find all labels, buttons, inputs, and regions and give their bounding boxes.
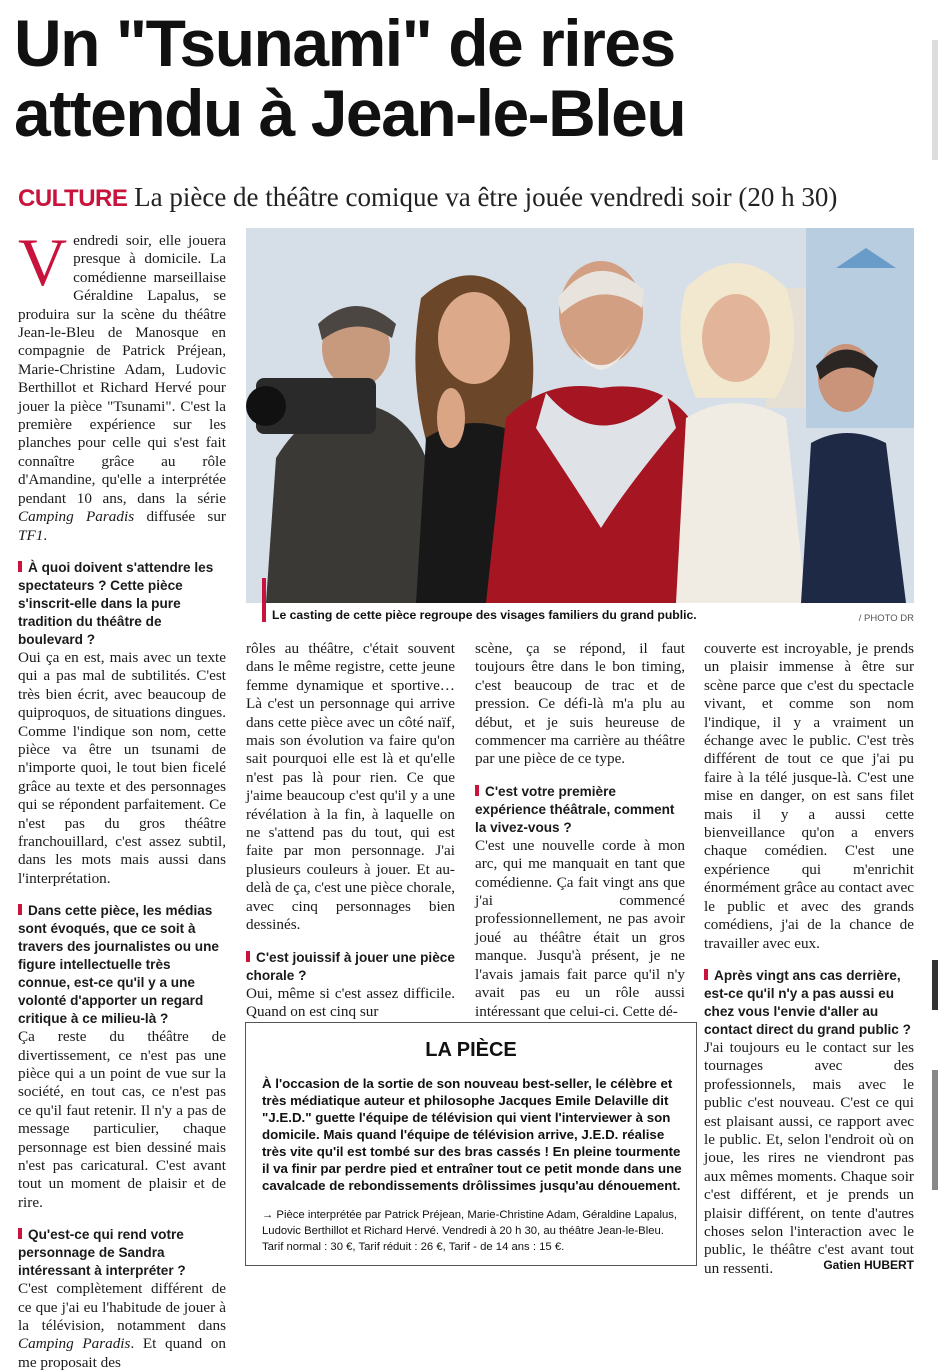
la-piece-box xyxy=(245,1022,697,1266)
box-title: LA PIÈCE xyxy=(425,1039,517,1061)
adjacent-page-fragment xyxy=(932,40,938,160)
dropcap: V xyxy=(18,224,68,300)
question-1: À quoi doivent s'attendre les spectateurs ? Cette pièce s'inscrit-elle dans la pure tradition du théâtre de boulevard ? xyxy=(18,559,214,647)
adjacent-page-fragment xyxy=(932,1070,938,1190)
article-column-2 xyxy=(246,640,455,1021)
deck-text: La pièce de théâtre comique va être jouée vendredi soir (20 h 30) xyxy=(134,182,838,212)
question-marker xyxy=(704,969,708,980)
deck xyxy=(18,180,918,216)
headline-line-2: attendu à Jean-le-Bleu xyxy=(14,76,686,150)
answer-4-continued: scène, ça se répond, il faut toujours être dans le bon timing, c'est beaucoup de trac et de pression. Ce défi-là m'a plu au début, et je suis heureuse de commencer ma carrière au théâtre par une pièce de ce type. xyxy=(475,640,685,768)
answer-6: J'ai toujours eu le contact sur les tournages avec des professionnels, mais avec le public c'est nouveau. C'est ce qui est plaisant aussi, ce rapport avec le public. Et, selon l'endroit où on joue, les rires ne viendront pas aux mêmes moments. Chaque soir c'est différent, et je prends un plaisir différent, on tente d'autres choses selon l'interaction avec le public, le théâtre c'est avant tout un ressenti. xyxy=(704,1038,914,1277)
question-marker xyxy=(18,904,22,915)
article-column-1 xyxy=(18,224,226,1372)
caption-marker xyxy=(262,578,266,622)
question-marker xyxy=(246,951,250,962)
question-5: C'est votre première expérience théâtrale, comment la vivez-vous ? xyxy=(475,783,675,835)
box-synopsis: À l'occasion de la sortie de son nouveau best-seller, le célèbre et très médiatique auteur et philosophe Jacques Emile Delaville dit "J.E.D." guette l'équipe de télévision qui vient l'interviewer à son domicile. Mais quand l'équipe de télévision arrive, J.E.D. réalise très vite qu'il est tombé sur des bras cassés ! En pleine tourmente il va finir par perdre pied et entraîner tout ce petit monde dans une cavalcade de rebondissements drôlissimes jusqu'au dénouement. xyxy=(262,1076,682,1193)
question-2: Dans cette pièce, les médias sont évoqués, que ce soit à travers des journalistes ou une figure intellectuelle très connue, est-ce qu'il y a une volonté d'apporter un regard critique à ce milieu-là ? xyxy=(18,903,219,1027)
headline xyxy=(14,8,914,148)
intro-paragraph: Vendredi soir, elle jouera presque à domicile. La comédienne marseillaise Géraldine Lapalus, se produira sur la scène du théâtre Jean-le-Bleu de Manosque en compagnie de Patrick Préjean, Marie-Christine Adam, Ludovic Berthillot et Richard Hervé pour jouer la pièce "Tsunami". C'est la première expérience sur les planches pour celle qui s'est fait connaître grâce au rôle d'Amandine, qu'elle a interprétée pendant 10 ans, dans la série Camping Paradis diffusée sur TF1. xyxy=(18,224,226,544)
question-6: Après vingt ans cas derrière, est-ce qu'il n'y a pas aussi eu chez vous l'envie d'aller au contact direct du grand public ? xyxy=(704,967,911,1037)
photo-credit: / PHOTO DR xyxy=(858,613,914,624)
adjacent-page-fragment xyxy=(932,960,938,1010)
question-3: Qu'est-ce qui rend votre personnage de Sandra intéressant à interpréter ? xyxy=(18,1227,186,1279)
question-marker xyxy=(18,561,22,572)
headline-line-1: Un "Tsunami" de rires xyxy=(14,6,675,80)
question-4: C'est jouissif à jouer une pièce chorale ? xyxy=(246,949,455,983)
question-marker xyxy=(475,785,479,796)
photo-caption: Le casting de cette pièce regroupe des visages familiers du grand public. xyxy=(272,608,912,622)
article-column-4 xyxy=(704,640,914,1278)
cast-photo-illustration xyxy=(246,228,914,603)
answer-5-continued: couverte est incroyable, je prends un plaisir immense à être sur scène parce que c'est du spectacle vivant, et comme son nom l'indique, il y a vraiment un échange avec le public. C'est très différent de tout ce que j'ai pu faire à la télé jusque-là. C'est une mise en danger, on est sans filet mais il y a aussi cette bienveillance qu'on a envers chaque comédien. C'est une expérience qui m'enrichit énormément grâce au contact avec le public et avec des grands comédiens, j'ai de la chance de travailler avec eux. xyxy=(704,640,914,952)
answer-3-continued: rôles au théâtre, c'était souvent dans le même registre, cette jeune femme dynamique et sportive… Là c'est un personnage qui arrive dans cette pièce avec un côté naïf, mais son évolution va faire qu'on sait pourquoi elle est là et qu'elle n'est pas là pour rien. Ce que j'aime beaucoup c'est qu'il y a une révélation à la fin, à laquelle on ne s'attend pas du tout, qui est faite par mon personnage. J'ai plusieurs couleurs à jouer. Et au-delà de ça, c'est une pièce chorale, avec cinq personnages bien dessinés. xyxy=(246,640,455,934)
answer-2: Ça reste du théâtre de divertissement, ce n'est pas une pièce qui a un point de vue sur la société, en tout cas, ce n'est pas ce qu'il faut retenir. Il n'y a pas de message particulier, chaque personnage est bien dessiné mais n'est pas caricatural. C'est avant tout un moment de plaisir et de rire. xyxy=(18,1028,226,1211)
answer-5: C'est une nouvelle corde à mon arc, qui me manquait en tant que comédienne. Ça fait vingt ans que j'ai commencé professionnellement, ne pas avoir joué au théâtre était un gros manque. Jusqu'à présent, je ne l'avais jamais fait parce qu'il n'y avait pas eu un rôle aussi intéressant que celui-ci. Cette dé- xyxy=(475,836,685,1020)
answer-3: C'est complètement différent de ce que j'ai eu l'habitude de jouer à la télévision, notamment dans Camping Paradis. Et quand on me proposait des xyxy=(18,1280,226,1371)
answer-4: Oui, même si c'est assez difficile. Quand on est cinq sur xyxy=(246,984,455,1020)
byline: Gatien HUBERT xyxy=(823,1258,914,1272)
question-marker xyxy=(18,1228,22,1239)
section-kicker: CULTURE xyxy=(18,185,128,212)
box-practical-info: → Pièce interprétée par Patrick Préjean, Marie-Christine Adam, Géraldine Lapalus, Ludovic Berthillot et Richard Hervé. Vendredi à 20 h 30, au théâtre Jean-le-Bleu. Tarif normal : 30 €, Tarif réduit : 26 €, Tarif - de 14 ans : 15 €. xyxy=(262,1209,678,1253)
answer-1: Oui ça en est, mais avec un texte qui a pas mal de subtilités. C'est très bien écrit, avec beaucoup de quiproquos, de situations dingues. Comme l'indique son nom, cette pièce va être un tsunami de n'importe quoi, le tout bien ficelé grâce au texte et des personnages qui se répondent parfaitement. Ce n'est pas du gros théâtre franchouillard, c'est assez subtil, dans les mots mais aussi dans l'interprétation. xyxy=(18,648,226,887)
article-column-3 xyxy=(475,640,685,1021)
cast-photo xyxy=(246,228,914,603)
